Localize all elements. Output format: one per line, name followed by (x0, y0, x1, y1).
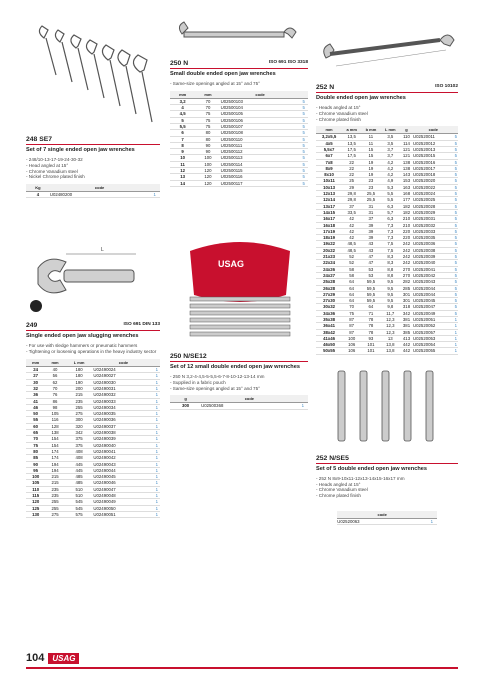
table-row: 27x30 64 59,5 9,5 301 U02520045 5 (316, 298, 458, 304)
small-wrench-icon (170, 20, 308, 56)
table-row: 9 90 U02500112 5 (170, 149, 308, 155)
table-row: 18x19 42 39 7,3 220 U02520035 5 (316, 235, 458, 241)
table-row: 3,2 70 U02500103 5 (170, 98, 308, 104)
table-row: 26x28 64 59,5 9,5 285 U02520044 5 (316, 285, 458, 291)
brand-logo: USAG (48, 653, 79, 664)
table-row: 6 80 U02500108 5 (170, 130, 308, 136)
table-row: 46x50 106 101 13,8 442 U02520054 1 (316, 342, 458, 348)
table-row: 11 100 U02500114 5 (170, 161, 308, 167)
table-row: 110 235 510 U02490047 1 (26, 486, 160, 492)
table-250: mm mm code 3,2 70 U02500103 5 4 70 U02500104 5 4,5 75 U02500105 5 5 75 U02500106 5 5,5 75 U02500107 5 6 80 U02500108 5 7 80 U02500110 5 8 90 U02500111 5 9 90 U02500112 5 10 100 U02500113 5 11 100 U02500114 5 12 120 U02500115 5 13 120 U02500116 5 14 120 U02500117 5 (170, 91, 308, 187)
features-249: - For use with sledge hammers or pneumatic hammers - Tightening or loosening operations in the heavy industry sector (26, 343, 157, 355)
product-title-252se: Set of 5 double ended open jaw wrenches (316, 465, 427, 472)
table-row: 8 90 U02500111 5 (170, 142, 308, 148)
column-3 (316, 20, 458, 525)
column-1 (26, 20, 160, 518)
wrench-250-image (170, 20, 308, 56)
product-title-248: Set of 7 single ended open jaw wrenches (26, 147, 135, 153)
table-row: 5 75 U02500106 5 (170, 117, 308, 123)
table-row: 4 70 U02500104 5 (170, 105, 308, 111)
table-row: 34x36 75 71 11,7 342 U02520049 5 (316, 310, 458, 316)
table-row: 130 275 575 U02490051 1 (26, 511, 160, 517)
table-row: 105 215 485 U02490046 1 (26, 480, 160, 486)
table-row: 20x22 48,5 43 7,5 242 U02520038 5 (316, 247, 458, 253)
set-248-image (26, 20, 160, 132)
table-row: 24 40 180 U02490024 1 (26, 367, 160, 373)
table-row: 17x19 42 39 7,3 220 U02520033 5 (316, 228, 458, 234)
table-row: 100 215 485 U02490045 1 (26, 474, 160, 480)
table-row: U02520063 1 (337, 518, 436, 524)
features-252se: - 252 N 8x9-10x11-12x13-14x15-16x17 mm - Heads angled at 15° - Chrome Vanadium steel - Chrome plated finish (316, 475, 405, 499)
table-row: 10x11 25 23 4,9 153 U02520020 5 (316, 178, 458, 184)
product-title-250se: Set of 12 small double ended open jaw wrenches (170, 363, 300, 370)
table-row: 90 194 445 U02490043 1 (26, 461, 160, 467)
table-250se: g code 300 U02500368 1 (170, 395, 308, 409)
table-248: Kg code 4 U02480200 1 (26, 184, 160, 198)
wrench-252-image (316, 20, 458, 80)
table-row: 125 255 545 U02490050 1 (26, 505, 160, 511)
table-row: 10 100 U02500113 5 (170, 155, 308, 161)
table-row: 7 80 U02500110 5 (170, 136, 308, 142)
table-row: 60 128 320 U02490037 1 (26, 423, 160, 429)
table-row: 30 62 190 U02490030 1 (26, 379, 160, 385)
table-row: 16x17 42 37 6,3 210 U02520031 5 (316, 216, 458, 222)
table-row: 32 70 200 U02490031 1 (26, 385, 160, 391)
table-row: 300 U02500368 1 (170, 403, 308, 409)
product-title-250: Small double ended open jaw wrenches (170, 71, 276, 77)
table-249: mm mm L mm code 24 40 180 U02490024 1 27 56 180 U02490027 1 30 62 190 U02490030 1 32 70 200 U02490031 1 36 76 215 U02490032 1 41 86 235 U02490033 1 46 98 255 U02490034 1 50 105 275 U02490035 1 55 116 300 U02490036 1 60 128 320 U02490037 1 65 138 342 U02490038 1 70 154 375 U02490039 1 75 154 375 U02490040 1 80 174 408 U02490041 1 85 174 408 U02490042 1 90 194 445 U02490043 1 95 194 445 U02490044 1 100 215 485 U02490045 1 105 215 485 U02490046 1 110 235 510 U02490047 1 115 235 510 U02490048 1 120 255 545 U02490049 1 125 255 545 U02490050 1 130 275 575 U02490051 1 (26, 359, 160, 518)
table-row: 27x29 64 59,5 9,5 301 U02520044 5 (316, 291, 458, 297)
product-code-250: 250 N ISO 691 ISO 3318 (170, 60, 308, 67)
pouch-icon (170, 231, 308, 349)
table-row: 19x22 48,5 43 7,5 242 U02520036 5 (316, 241, 458, 247)
product-code-248: 248 SE7 (26, 136, 160, 145)
table-row: 115 235 510 U02490048 1 (26, 493, 160, 499)
table-row: 7x8 22 19 4,2 138 U02520016 5 (316, 159, 458, 165)
table-row: 50x55 106 101 13,8 442 U02520055 1 (316, 348, 458, 354)
product-code-249: 249 ISO 691 DIN 133 (26, 322, 160, 330)
features-252: - Heads angled at 15° - Chrome Vanadium steel - Chrome plated finish (316, 105, 368, 122)
table-row: 8x9 22 19 4,2 138 U02520017 5 (316, 165, 458, 171)
table-row: 10x13 29 23 5,3 163 U02520022 5 (316, 184, 458, 190)
table-row: 24x26 58 53 8,8 270 U02520041 5 (316, 266, 458, 272)
table-row: 14 120 U02500117 5 (170, 180, 308, 186)
table-row: 5,5 75 U02500107 5 (170, 123, 308, 129)
table-row: 25x28 64 59,5 9,5 282 U02520043 5 (316, 279, 458, 285)
slugging-wrench-icon (26, 238, 160, 318)
product-code-252: 252 N ISO 10102 (316, 84, 458, 91)
product-code-252se: 252 N/SE5 (316, 455, 458, 464)
table-row: 75 154 375 U02490040 1 (26, 442, 160, 448)
column-2 (170, 20, 308, 410)
table-row: 30x32 70 64 9,8 318 U02520047 5 (316, 304, 458, 310)
table-row: 14x15 33,5 31 5,7 182 U02520029 5 (316, 209, 458, 215)
features-248: - 248/10-13-17-19-24-30-32 - Head angled at 15° - Chrome Vanadium steel - Nickel Chrome plated finish (26, 157, 85, 180)
table-252se: code U02520063 1 (337, 511, 436, 525)
features-250se: - 250 N 3,2-4-4,5-5-5,5-6-7-8-10-12-13-14 mm - Supplied in a fabric pouch - Same-size openings angled at 15° and 75° (170, 373, 265, 391)
table-row: 6x7 17,5 15 3,7 121 U02520015 5 (316, 153, 458, 159)
table-row: 3,2x5,5 13,5 11 3,5 110 U02520011 5 (316, 134, 458, 140)
table-row: 24x27 58 53 8,8 270 U02520042 5 (316, 272, 458, 278)
features-250: - Same-size openings angled at 15° and 75° (170, 81, 260, 86)
wrench-set-icon (26, 20, 160, 132)
table-row: 8x10 22 19 4,2 143 U02520018 5 (316, 172, 458, 178)
table-row: 4x5 13,5 11 3,5 114 U02520012 5 (316, 140, 458, 146)
wrench-set-5-icon (316, 361, 458, 451)
table-row: 13x17 37 31 6,3 182 U02520028 5 (316, 203, 458, 209)
pouch-set-image (170, 231, 308, 349)
table-row: 36 76 215 U02490032 1 (26, 392, 160, 398)
table-row: 120 255 545 U02490049 1 (26, 499, 160, 505)
table-252: mm a mm b mm L mm g code 3,2x5,5 13,5 11 3,5 110 U02520011 5 4x5 13,5 11 3,5 114 U02520012 5 5,5x7 17,5 15 3,7 121 U02520013 5 6x7 17,5 15 3,7 121 U02520015 5 7x8 22 19 4,2 138 U02520016 5 8x9 22 19 4,2 138 U02520017 5 8x10 22 19 4,2 143 U02520018 5 10x11 25 23 4,9 153 U02520020 5 10x13 29 23 5,3 163 U02520022 5 12x13 29,8 25,5 5,5 168 U02520024 5 12x14 29,8 25,5 5,5 177 U02520025 5 13x17 37 31 6,3 182 U02520028 5 14x15 33,5 31 5,7 182 U02520029 5 16x17 42 37 6,3 210 U02520031 5 16x18 42 39 7,3 210 U02520032 5 17x19 42 39 7,3 220 U02520033 5 18x19 42 39 7,3 220 U02520035 5 19x22 48,5 43 7,5 242 U02520036 5 20x22 48,5 43 7,5 242 U02520038 5 21x23 52 47 8,3 242 U02520039 5 22x24 52 47 8,3 242 U02520040 5 24x26 58 53 8,8 270 U02520041 5 24x27 58 53 8,8 270 U02520042 5 25x28 64 59,5 9,5 282 U02520043 5 26x28 64 59,5 9,5 285 U02520044 5 27x29 64 59,5 9,5 301 U02520044 5 27x30 64 59,5 9,5 301 U02520045 5 30x32 70 64 9,8 318 U02520047 5 34x36 75 71 11,7 342 U02520049 5 35x38 87 78 12,3 381 U02520051 1 36x41 87 78 12,3 381 U02520052 1 38x42 87 78 12,3 385 U02520057 1 41x46 100 93 13 413 U02520053 1 46x50 106 101 13,8 442 U02520054 1 50x55 106 101 13,8 442 U02520055 1 (316, 126, 458, 354)
svg-text:L: L (101, 247, 104, 254)
table-row: 12 120 U02500115 5 (170, 168, 308, 174)
table-row: 46 98 255 U02490034 1 (26, 404, 160, 410)
table-row: 5,5x7 17,5 15 3,7 121 U02520013 5 (316, 146, 458, 152)
page-number: 104 (26, 652, 45, 664)
table-row: 12x13 29,8 25,5 5,5 168 U02520024 5 (316, 191, 458, 197)
table-row: 13 120 U02500116 5 (170, 174, 308, 180)
table-row: 12x14 29,8 25,5 5,5 177 U02520025 5 (316, 197, 458, 203)
table-row: 41 86 235 U02490033 1 (26, 398, 160, 404)
table-row: 22x24 52 47 8,3 242 U02520040 5 (316, 260, 458, 266)
table-row: 4 U02480200 1 (26, 192, 160, 198)
table-row: 41x46 100 93 13 413 U02520053 1 (316, 335, 458, 341)
table-row: 80 174 408 U02490041 1 (26, 448, 160, 454)
table-row: 21x23 52 47 8,3 242 U02520039 5 (316, 254, 458, 260)
product-title-252: Double ended open jaw wrenches (316, 95, 406, 101)
table-row: 27 56 180 U02490027 1 (26, 373, 160, 379)
product-title-249: Single ended open jaw slugging wrenches (26, 333, 139, 340)
table-row: 65 138 342 U02490038 1 (26, 430, 160, 436)
table-row: 95 194 445 U02490044 1 (26, 467, 160, 473)
table-row: 16x18 42 39 7,3 210 U02520032 5 (316, 222, 458, 228)
footer-rule (26, 667, 458, 669)
set-252-image (316, 361, 458, 451)
page-footer (26, 652, 79, 664)
table-row: 70 154 375 U02490039 1 (26, 436, 160, 442)
table-row: 85 174 408 U02490042 1 (26, 455, 160, 461)
table-row: 36x41 87 78 12,3 381 U02520052 1 (316, 323, 458, 329)
product-code-250se: 250 N/SE12 (170, 353, 308, 362)
bag-brand: USAG (218, 258, 245, 269)
table-row: 55 116 300 U02490036 1 (26, 417, 160, 423)
table-row: 38x42 87 78 12,3 385 U02520057 1 (316, 329, 458, 335)
table-row: 50 105 275 U02490035 1 (26, 411, 160, 417)
table-row: 4,5 75 U02500105 5 (170, 111, 308, 117)
table-row: 35x38 87 78 12,3 381 U02520051 1 (316, 317, 458, 323)
double-wrench-icon (316, 20, 458, 80)
wrench-249-image (26, 238, 160, 318)
badge-icon (30, 300, 42, 312)
